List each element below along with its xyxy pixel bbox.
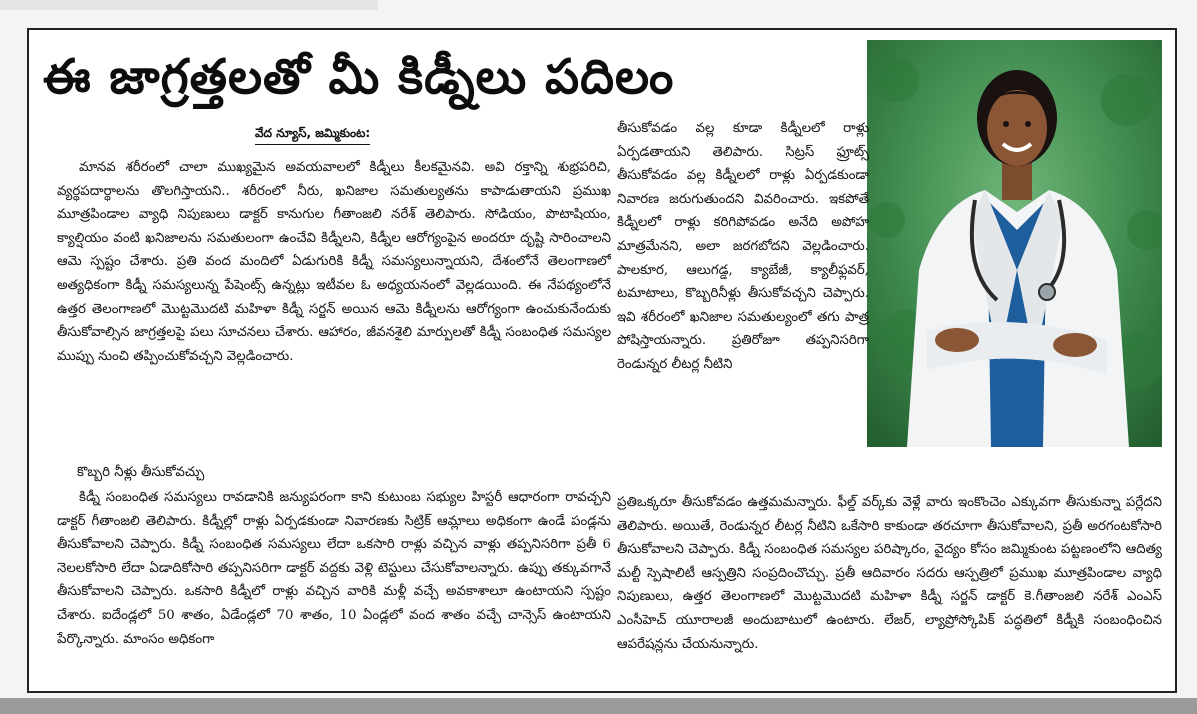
subheading: కొబ్బరి నీళ్లు తీసుకోవచ్చు bbox=[77, 465, 205, 480]
paragraph: ప్రతిఒక్కరూ తీసుకోవడం ఉత్తమమన్నారు. ఫీల్డ్ వర్క్‌కు వెళ్లే వారు ఇంకొంచెం ఎక్కువగా తీసుకున్నా పర్లేదని తెలిపారు. అయితే, రెండున్నర లీటర్ల నీటిని ఒకేసారి కాకుండా తరచూగా తీసుకోవాలని, ప్రతీ అరగంటకోసారి తీసుకోవాలని చెప్పారు. కిడ్నీ సంబంధిత సమస్యల పరిష్కారం, వైద్యం కోసం జమ్మికుంట పట్టణంలోని ఆదిత్య మల్టీ స్పెషాలిటీ ఆస్పత్రిని సంప్రదించొచ్చు. ప్రతీ ఆదివారం సదరు ఆస్పత్రిలో ప్రముఖ మూత్రపిండాల వ్యాధి నిపుణులు, ఉత్తర తెలంగాణలో మొట్టమొదటి మహిళా కిడ్నీ సర్జన్ డాక్టర్ కె.గీతాంజలి నరేశ్ ఎంఎస్ ఎంసీహెచ్ యూరాలజీ అందుబాటులో ఉంటారు. లేజర్, ల్యాప్రోస్కోపిక్ పద్ధతిలో కిడ్నీకి సంబంధించిన ఆపరేషన్లను చేయనున్నారు. bbox=[617, 495, 1162, 652]
headline: ఈ జాగ్రత్తలతో మీ కిడ్నీలు పదిలం bbox=[43, 49, 675, 105]
paragraph: తీసుకోవడం వల్ల కూడా కిడ్నీలలో రాళ్లు ఏర్పడతాయని తెలిపారు. సిట్రస్ ఫ్రూట్స్ తీసుకోవడం వల్ల కిడ్నీలలో రాళ్లు ఏర్పడకుండా నివారణ జరుగుతుందని వివరించారు. ఇకపోతే కిడ్నీలలో రాళ్లు కరిగిపోవడం అనేది అపోహ మాత్రమేనని, అలా జరగబోదని వెల్లడించారు. పాలకూర, ఆలుగడ్డ, క్యాబేజీ, క్యాలీఫ్లవర్, టమాటాలు, కొబ్బరినీళ్లు తీసుకోవచ్చని చెప్పారు. ఇవి శరీరంలో ఖనిజాల సమతుల్యంలో తగు పాత్ర పోషిస్తాయన్నారు. ప్రతిరోజూ తప్పనిసరిగా రెండున్నర లీటర్ల నీటిని bbox=[617, 121, 869, 372]
article-column-3 bbox=[617, 491, 1162, 686]
article-column-1-continued bbox=[57, 486, 611, 686]
article-column-2 bbox=[617, 117, 869, 487]
bottom-strip bbox=[0, 698, 1197, 714]
doctor-portrait bbox=[867, 40, 1162, 447]
article-column-1 bbox=[57, 156, 611, 458]
byline: వేద న్యూస్, జమ్మికుంట: bbox=[255, 126, 370, 145]
paragraph: మానవ శరీరంలో చాలా ముఖ్యమైన అవయవాలలో కిడ్నీలు కీలకమైనవి. అవి రక్తాన్ని శుభ్రపరిచి, వ్యర్థపదార్థాలను తొలగిస్తాయని.. శరీరంలో నీరు, ఖనిజాల సమతుల్యతను కాపాడుతాయని ప్రముఖ మూత్రపిండాల వ్యాధి నిపుణులు డాక్టర్ కానుగుల గీతాంజలి నరేశ్ తెలిపారు. సోడియం, పొటాషియం, క్యాల్షియం వంటి ఖనిజాలను సమతులంగా ఉంచేవి కిడ్నీలని, కిడ్నీల ఆరోగ్యంపైన అందరూ దృష్టి సారించాలని ఆమె స్పష్టం చేశారు. ప్రతి వంద మందిలో ఏడుగురికి కిడ్నీ సమస్యలున్నాయని, దేశంలోనే తెలంగాణలో అత్యధికంగా కిడ్నీ సమస్యలున్న పేషెంట్స్ ఉన్నట్లు ఇటీవల ఓ అధ్యయనంలో వెల్లడయింది. ఈ నేపథ్యంలోనే ఉత్తర తెలంగాణలో మొట్టమొదటి మహిళా కిడ్నీ సర్జన్ అయిన ఆమె కిడ్నీలను ఆరోగ్యంగా ఉంచుకునేందుకు తీసుకోవాల్సిన జాగ్రత్తలపై పలు సూచనలు చేశారు. ఆహారం, జీవనశైలి మార్పులతో కిడ్నీ సంబంధిత సమస్యల ముప్పు నుంచి తప్పించుకోవచ్చని వెల్లడించారు. bbox=[57, 160, 611, 364]
doctor-photo bbox=[867, 40, 1162, 447]
article-frame bbox=[27, 28, 1177, 693]
paragraph: కిడ్నీ సంబంధిత సమస్యలు రావడానికి జన్యుపరంగా కాని కుటుంబ సభ్యుల హిస్టరీ ఆధారంగా రావచ్చని డాక్టర్ గీతాంజలి తెలిపారు. కిడ్నీల్లో రాళ్లు ఏర్పడకుండా నివారణకు సిట్రిక్ ఆమ్లాలు అధికంగా ఉండే పండ్లను తీసుకోవాలని చెప్పారు. కిడ్నీ సంబంధిత సమస్యలు లేదా ఒకసారి రాళ్లు వచ్చిన వాళ్లు తప్పనిసరిగా ప్రతీ 6 నెలలకోసారి లేదా ఏడాదికోసారి తప్పనిసరిగా డాక్టర్ వద్దకు వెళ్లి టెస్టులు చేసుకోవాలన్నారు. ఉప్పు తక్కువగానే తీసుకోవాలని చెప్పారు. ఒకసారి కిడ్నీలో రాళ్లు వచ్చిన వారికి మళ్లీ వచ్చే అవకాశాలూ ఉంటాయని స్పష్టం చేశారు. ఐదేండ్లలో 50 శాతం, ఏడేండ్లలో 70 శాతం, 10 ఏండ్లలో వంద శాతం వచ్చే చాన్సెస్ ఉంటాయని పేర్కొన్నారు. మాంసం అధికంగా bbox=[57, 490, 611, 647]
top-strip bbox=[0, 0, 378, 10]
